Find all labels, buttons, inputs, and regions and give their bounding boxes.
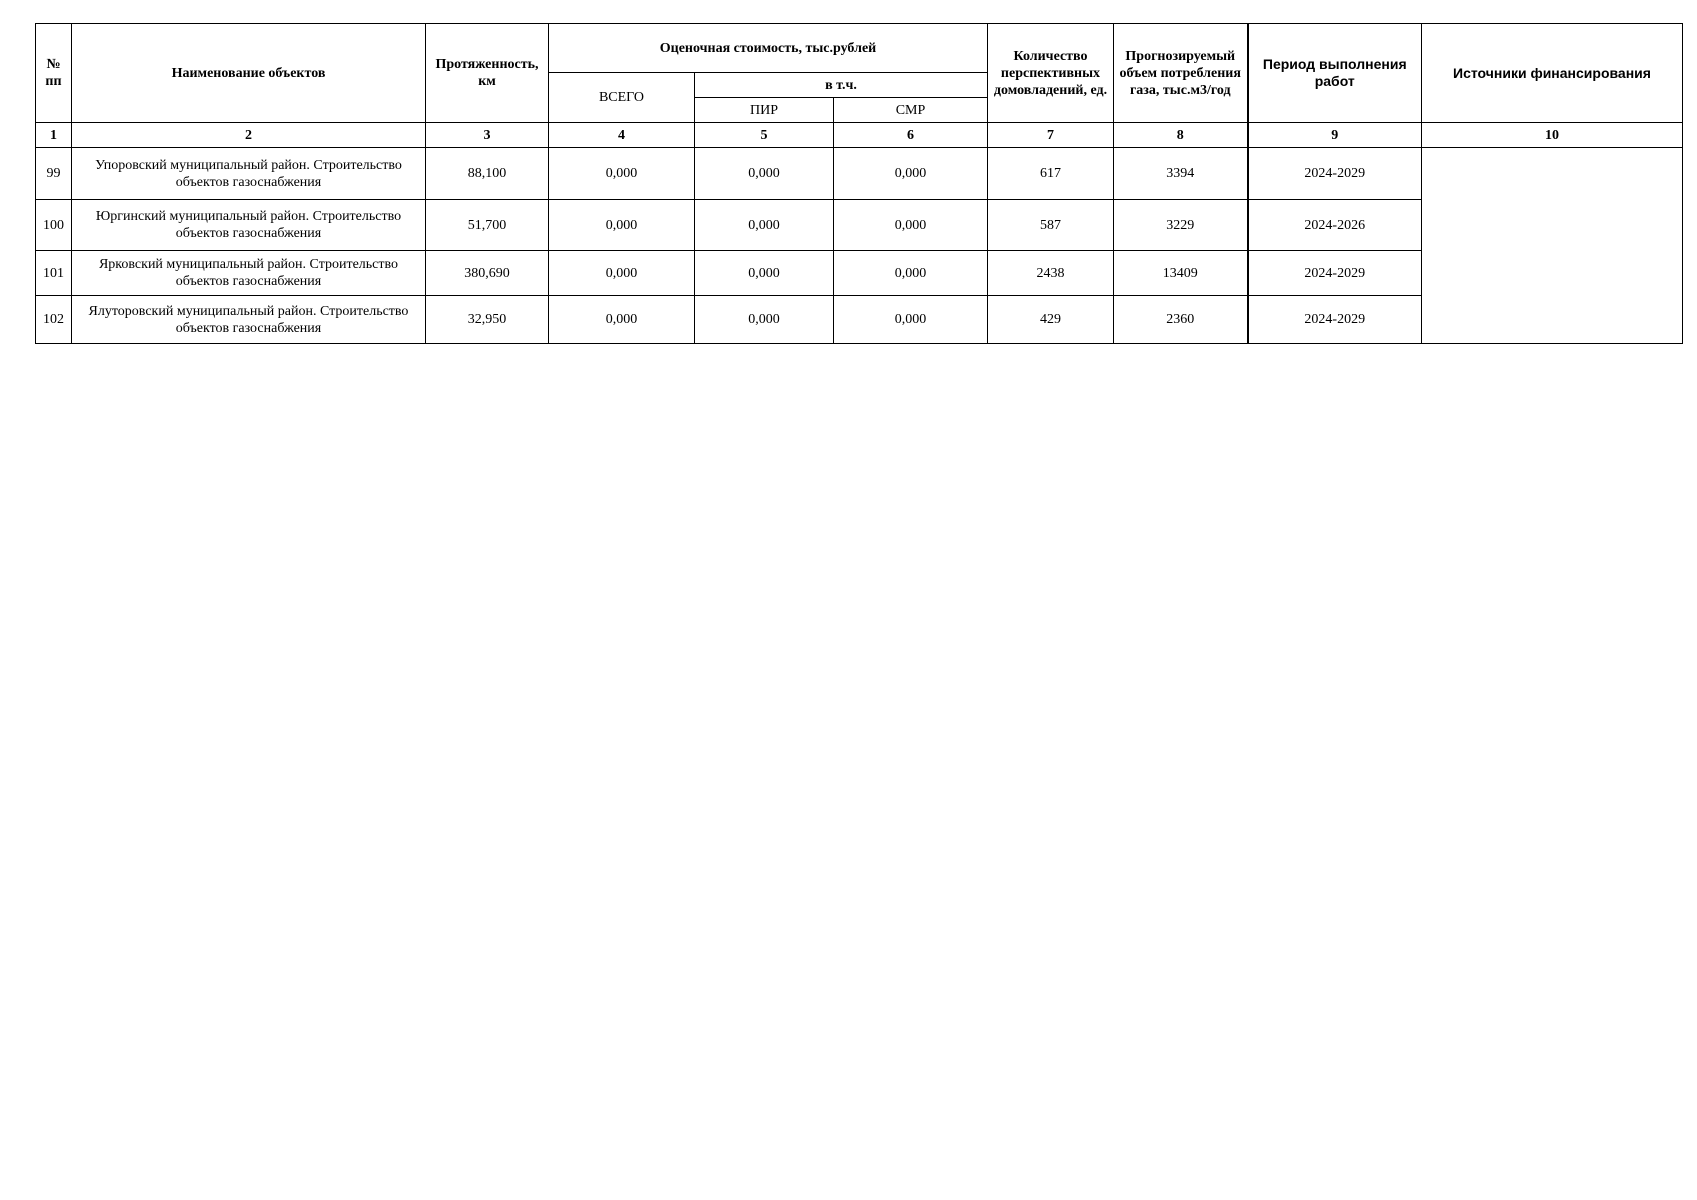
row-num: 102 xyxy=(36,296,72,344)
row-households: 429 xyxy=(988,296,1114,344)
row-pir: 0,000 xyxy=(695,200,834,251)
header-smr: СМР xyxy=(834,98,988,123)
row-name: Ярковский муниципальный район. Строительство объектов газоснабжения xyxy=(72,251,426,296)
column-number: 10 xyxy=(1422,123,1683,148)
row-period: 2024-2026 xyxy=(1248,200,1422,251)
row-length: 88,100 xyxy=(426,148,549,200)
row-sources xyxy=(1422,148,1683,344)
header-cost: Оценочная стоимость, тыс.рублей xyxy=(549,24,988,73)
header-num: № пп xyxy=(36,24,72,123)
row-pir: 0,000 xyxy=(695,296,834,344)
row-name: Ялуторовский муниципальный район. Строительство объектов газоснабжения xyxy=(72,296,426,344)
row-name: Упоровский муниципальный район. Строительство объектов газоснабжения xyxy=(72,148,426,200)
column-number: 4 xyxy=(549,123,695,148)
gas-supply-table xyxy=(35,23,1683,344)
header-gas: Прогнозируемый объем потребления газа, тыс.м3/год xyxy=(1114,24,1248,123)
row-total: 0,000 xyxy=(549,200,695,251)
row-num: 101 xyxy=(36,251,72,296)
column-number-row xyxy=(36,123,1683,148)
row-total: 0,000 xyxy=(549,251,695,296)
row-period: 2024-2029 xyxy=(1248,251,1422,296)
row-length: 32,950 xyxy=(426,296,549,344)
column-number: 2 xyxy=(72,123,426,148)
row-num: 99 xyxy=(36,148,72,200)
table-row xyxy=(36,148,1683,200)
header-length: Протяженность, км xyxy=(426,24,549,123)
column-number: 5 xyxy=(695,123,834,148)
header-period: Период выполнения работ xyxy=(1248,24,1422,123)
row-gas: 3229 xyxy=(1114,200,1248,251)
row-gas: 3394 xyxy=(1114,148,1248,200)
column-number: 7 xyxy=(988,123,1114,148)
column-number: 3 xyxy=(426,123,549,148)
row-period: 2024-2029 xyxy=(1248,296,1422,344)
header-total: ВСЕГО xyxy=(549,73,695,123)
header-pir: ПИР xyxy=(695,98,834,123)
row-pir: 0,000 xyxy=(695,251,834,296)
row-pir: 0,000 xyxy=(695,148,834,200)
header-incl: в т.ч. xyxy=(695,73,988,98)
row-length: 380,690 xyxy=(426,251,549,296)
row-gas: 2360 xyxy=(1114,296,1248,344)
row-smr: 0,000 xyxy=(834,251,988,296)
header-name: Наименование объектов xyxy=(72,24,426,123)
row-name: Юргинский муниципальный район. Строительство объектов газоснабжения xyxy=(72,200,426,251)
row-smr: 0,000 xyxy=(834,148,988,200)
header-sources: Источники финансирования xyxy=(1422,24,1683,123)
row-households: 617 xyxy=(988,148,1114,200)
row-smr: 0,000 xyxy=(834,296,988,344)
column-number: 1 xyxy=(36,123,72,148)
row-total: 0,000 xyxy=(549,296,695,344)
row-num: 100 xyxy=(36,200,72,251)
column-number: 9 xyxy=(1248,123,1422,148)
column-number: 6 xyxy=(834,123,988,148)
row-households: 587 xyxy=(988,200,1114,251)
row-period: 2024-2029 xyxy=(1248,148,1422,200)
row-smr: 0,000 xyxy=(834,200,988,251)
row-gas: 13409 xyxy=(1114,251,1248,296)
column-number: 8 xyxy=(1114,123,1248,148)
row-households: 2438 xyxy=(988,251,1114,296)
row-length: 51,700 xyxy=(426,200,549,251)
header-households: Количество перспективных домовладений, ед. xyxy=(988,24,1114,123)
row-total: 0,000 xyxy=(549,148,695,200)
